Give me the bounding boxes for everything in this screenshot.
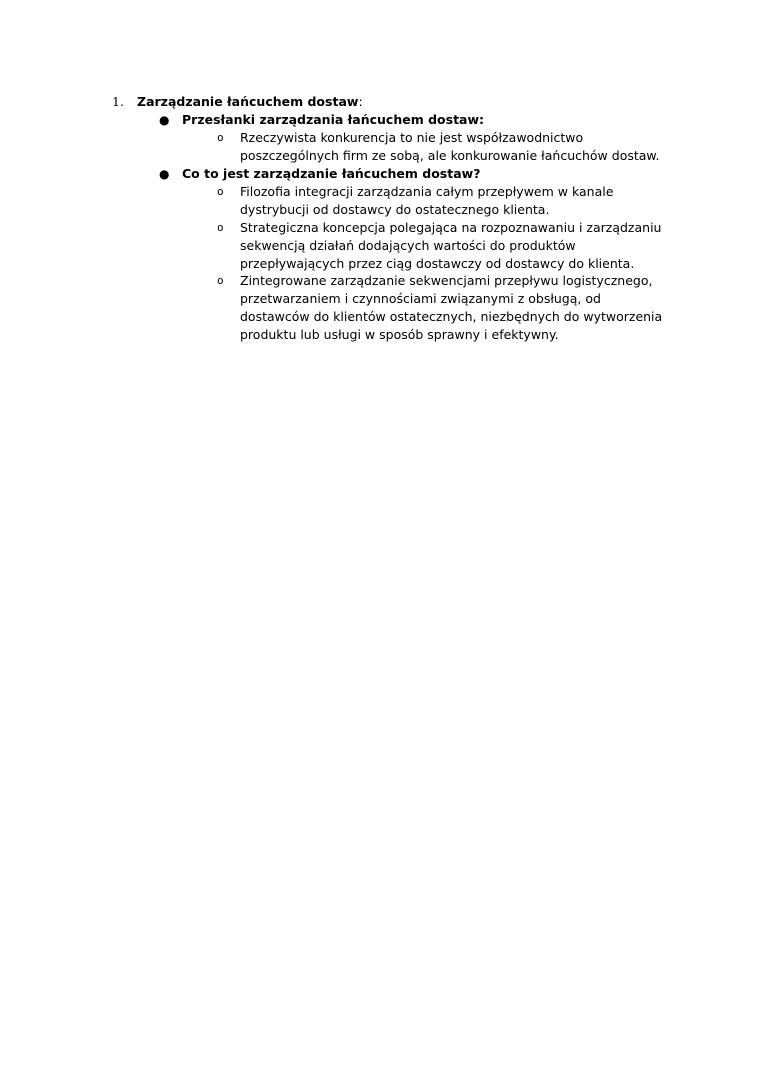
subsection-heading: Przesłanki zarządzania łańcuchem dostaw: xyxy=(182,112,485,127)
bullet-icon: ● xyxy=(159,113,170,127)
section-title xyxy=(137,93,363,111)
list-item: Strategiczna koncepcja polegająca na rozpoznawaniu i zarządzaniu sekwencją działań dodających wartości do produktów przepływających przez ciąg dostawczy od dostawcy do klienta. xyxy=(240,220,662,271)
list-item: Filozofia integracji zarządzania całym przepływem w kanale dystrybucji od dostawcy do ostatecznego klienta. xyxy=(240,184,614,217)
bullet-icon: ● xyxy=(159,167,170,181)
list-item: Rzeczywista konkurencja to nie jest współzawodnictwo poszczególnych firm ze sobą, ale konkurowanie łańcuchów dostaw. xyxy=(240,130,660,163)
circle-bullet-icon: o xyxy=(217,274,224,287)
section-title-colon: : xyxy=(358,94,363,109)
list-item: Zintegrowane zarządzanie sekwencjami przepływu logistycznego, przetwarzaniem i czynnościami związanymi z obsługą, od dostawców do klientów ostatecznych, niezbędnych do wytworzenia produktu lub usługi w sposób sprawny i efektywny. xyxy=(240,273,663,342)
circle-bullet-icon: o xyxy=(217,131,224,144)
circle-bullet-icon: o xyxy=(217,185,224,198)
list-number: 1. xyxy=(112,94,124,109)
circle-bullet-icon: o xyxy=(217,221,224,234)
subsection-heading: Co to jest zarządzanie łańcuchem dostaw? xyxy=(182,166,481,181)
section-title-text: Zarządzanie łańcuchem dostaw xyxy=(137,94,359,109)
